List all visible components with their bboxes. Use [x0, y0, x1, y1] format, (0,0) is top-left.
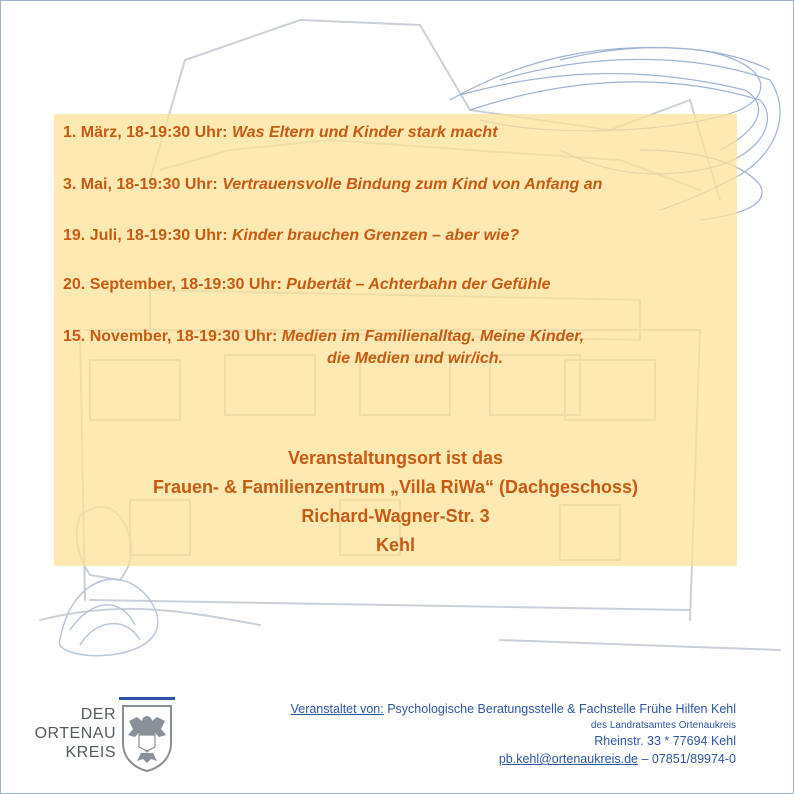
event-date: 15. November, 18-19:30 Uhr:	[63, 328, 278, 345]
organizer-line	[291, 702, 736, 716]
event-date: 1. März, 18-19:30 Uhr:	[63, 124, 228, 141]
logo-line: ORTENAU	[34, 725, 116, 742]
event-item	[63, 174, 602, 196]
organizer-name: Psychologische Beratungsstelle & Fachstelle Frühe Hilfen Kehl	[387, 702, 736, 716]
organizer-subline: des Landratsamtes Ortenaukreis	[590, 720, 736, 731]
event-item	[63, 122, 498, 144]
event-date: 3. Mai, 18-19:30 Uhr:	[63, 176, 218, 193]
organizer-label: Veranstaltet von:	[290, 702, 384, 716]
venue-street: Richard-Wagner-Str. 3	[301, 506, 490, 526]
event-title: Kinder brauchen Grenzen – aber wie?	[231, 227, 520, 244]
eagle-crest-icon	[119, 703, 175, 773]
venue-city: Kehl	[375, 535, 415, 555]
event-item	[63, 326, 585, 367]
email-link[interactable]: pb.kehl@ortenaukreis.de	[498, 752, 638, 766]
venue-name: Frauen- & Familienzentrum „Villa RiWa“ (Dachgeschoss)	[152, 477, 639, 497]
logo-accent-bar	[119, 697, 175, 700]
event-title: Was Eltern und Kinder stark macht	[231, 124, 498, 141]
logo-line: DER	[80, 706, 116, 723]
event-title-continued: die Medien und wir/ich.	[327, 350, 504, 367]
ortenaukreis-logo-text	[34, 705, 116, 762]
event-item	[63, 274, 551, 296]
event-title: Pubertät – Achterbahn der Gefühle	[286, 276, 551, 293]
event-date: 20. September, 18-19:30 Uhr:	[63, 276, 282, 293]
event-title: Vertrauensvolle Bindung zum Kind von Anfang an	[222, 176, 603, 193]
contact-line	[499, 752, 736, 766]
venue-heading: Veranstaltungsort ist das	[287, 448, 504, 468]
event-title: Medien im Familienalltag. Meine Kinder,	[281, 328, 585, 345]
phone-number: – 07851/89974-0	[637, 752, 736, 766]
event-date: 19. Juli, 18-19:30 Uhr:	[63, 227, 228, 244]
logo-line: KREIS	[65, 744, 116, 761]
event-item	[63, 225, 519, 247]
organizer-address: Rheinstr. 33 * 77694 Kehl	[594, 734, 736, 748]
